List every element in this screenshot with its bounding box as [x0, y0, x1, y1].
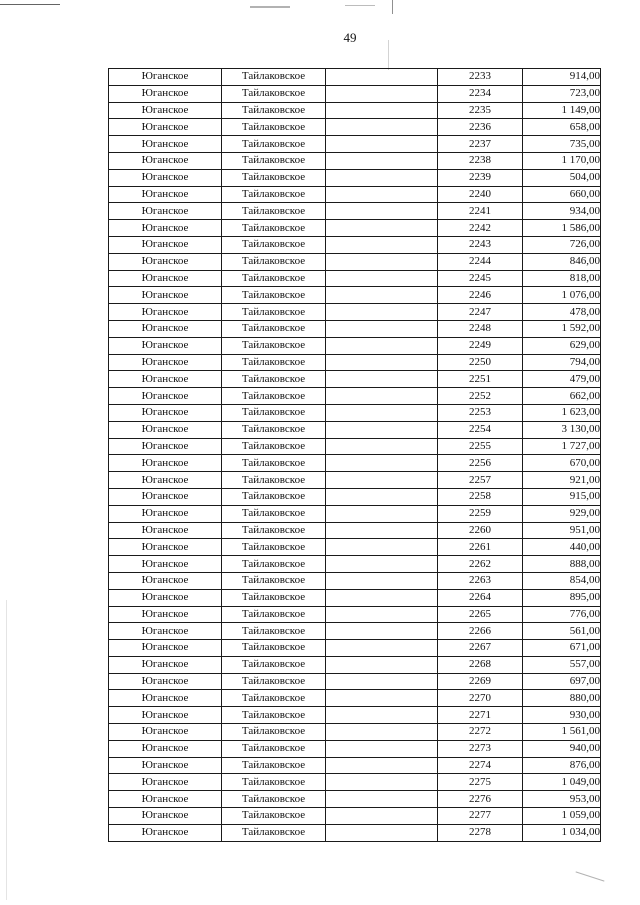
district-cell: Юганское — [109, 623, 222, 640]
table-row — [109, 724, 601, 741]
settlement-cell: Тайлаковское — [222, 707, 326, 724]
settlement-cell: Тайлаковское — [222, 169, 326, 186]
scan-artifact — [6, 600, 7, 900]
district-cell: Юганское — [109, 556, 222, 573]
number-cell: 2278 — [438, 824, 523, 841]
number-cell: 2275 — [438, 774, 523, 791]
number-cell: 2263 — [438, 572, 523, 589]
note-cell — [326, 791, 438, 808]
district-cell: Юганское — [109, 572, 222, 589]
table-body — [109, 69, 601, 842]
number-cell: 2249 — [438, 337, 523, 354]
table-row — [109, 640, 601, 657]
number-cell: 2236 — [438, 119, 523, 136]
table-row — [109, 707, 601, 724]
table-row — [109, 119, 601, 136]
amount-cell: 1 727,00 — [523, 438, 601, 455]
table-row — [109, 740, 601, 757]
table-row — [109, 69, 601, 86]
settlement-cell: Тайлаковское — [222, 539, 326, 556]
settlement-cell: Тайлаковское — [222, 287, 326, 304]
note-cell — [326, 623, 438, 640]
table-row — [109, 421, 601, 438]
number-cell: 2237 — [438, 136, 523, 153]
settlement-cell: Тайлаковское — [222, 824, 326, 841]
note-cell — [326, 203, 438, 220]
number-cell: 2264 — [438, 589, 523, 606]
table-row — [109, 556, 601, 573]
number-cell: 2238 — [438, 152, 523, 169]
settlement-cell: Тайлаковское — [222, 656, 326, 673]
amount-cell: 1 149,00 — [523, 102, 601, 119]
number-cell: 2243 — [438, 236, 523, 253]
settlement-cell: Тайлаковское — [222, 421, 326, 438]
table-row — [109, 337, 601, 354]
table-row — [109, 203, 601, 220]
district-cell: Юганское — [109, 656, 222, 673]
settlement-cell: Тайлаковское — [222, 808, 326, 825]
district-cell: Юганское — [109, 304, 222, 321]
number-cell: 2265 — [438, 606, 523, 623]
amount-cell: 921,00 — [523, 472, 601, 489]
district-cell: Юганское — [109, 320, 222, 337]
table-row — [109, 287, 601, 304]
table-row — [109, 757, 601, 774]
amount-cell: 846,00 — [523, 253, 601, 270]
settlement-cell: Тайлаковское — [222, 337, 326, 354]
number-cell: 2277 — [438, 808, 523, 825]
district-cell: Юганское — [109, 690, 222, 707]
amount-cell: 929,00 — [523, 505, 601, 522]
number-cell: 2233 — [438, 69, 523, 86]
number-cell: 2255 — [438, 438, 523, 455]
number-cell: 2258 — [438, 488, 523, 505]
note-cell — [326, 488, 438, 505]
district-cell: Юганское — [109, 505, 222, 522]
table-row — [109, 505, 601, 522]
settlement-cell: Тайлаковское — [222, 556, 326, 573]
number-cell: 2240 — [438, 186, 523, 203]
district-cell: Юганское — [109, 270, 222, 287]
settlement-cell: Тайлаковское — [222, 774, 326, 791]
settlement-cell: Тайлаковское — [222, 136, 326, 153]
note-cell — [326, 186, 438, 203]
note-cell — [326, 136, 438, 153]
table-row — [109, 472, 601, 489]
note-cell — [326, 102, 438, 119]
amount-cell: 953,00 — [523, 791, 601, 808]
district-cell: Юганское — [109, 589, 222, 606]
amount-cell: 660,00 — [523, 186, 601, 203]
table-row — [109, 354, 601, 371]
table-row — [109, 656, 601, 673]
table-row — [109, 791, 601, 808]
amount-cell: 658,00 — [523, 119, 601, 136]
note-cell — [326, 673, 438, 690]
amount-cell: 930,00 — [523, 707, 601, 724]
note-cell — [326, 354, 438, 371]
table-row — [109, 824, 601, 841]
district-cell: Юганское — [109, 119, 222, 136]
district-cell: Юганское — [109, 102, 222, 119]
district-cell: Юганское — [109, 472, 222, 489]
amount-cell: 1 586,00 — [523, 220, 601, 237]
note-cell — [326, 119, 438, 136]
district-cell: Юганское — [109, 488, 222, 505]
number-cell: 2276 — [438, 791, 523, 808]
table-row — [109, 808, 601, 825]
settlement-cell: Тайлаковское — [222, 740, 326, 757]
amount-cell: 794,00 — [523, 354, 601, 371]
note-cell — [326, 388, 438, 405]
district-cell: Юганское — [109, 404, 222, 421]
district-cell: Юганское — [109, 757, 222, 774]
note-cell — [326, 455, 438, 472]
number-cell: 2262 — [438, 556, 523, 573]
amount-cell: 880,00 — [523, 690, 601, 707]
amount-cell: 1 592,00 — [523, 320, 601, 337]
table-row — [109, 673, 601, 690]
district-cell: Юганское — [109, 85, 222, 102]
note-cell — [326, 589, 438, 606]
settlement-cell: Тайлаковское — [222, 455, 326, 472]
amount-cell: 914,00 — [523, 69, 601, 86]
settlement-cell: Тайлаковское — [222, 85, 326, 102]
settlement-cell: Тайлаковское — [222, 673, 326, 690]
table-row — [109, 404, 601, 421]
settlement-cell: Тайлаковское — [222, 152, 326, 169]
table-row — [109, 220, 601, 237]
note-cell — [326, 539, 438, 556]
note-cell — [326, 169, 438, 186]
number-cell: 2274 — [438, 757, 523, 774]
settlement-cell: Тайлаковское — [222, 320, 326, 337]
number-cell: 2257 — [438, 472, 523, 489]
settlement-cell: Тайлаковское — [222, 354, 326, 371]
number-cell: 2242 — [438, 220, 523, 237]
settlement-cell: Тайлаковское — [222, 505, 326, 522]
amount-cell: 561,00 — [523, 623, 601, 640]
number-cell: 2241 — [438, 203, 523, 220]
amount-cell: 915,00 — [523, 488, 601, 505]
settlement-cell: Тайлаковское — [222, 623, 326, 640]
note-cell — [326, 740, 438, 757]
amount-cell: 951,00 — [523, 522, 601, 539]
amount-cell: 735,00 — [523, 136, 601, 153]
number-cell: 2269 — [438, 673, 523, 690]
district-cell: Юганское — [109, 186, 222, 203]
amount-cell: 671,00 — [523, 640, 601, 657]
note-cell — [326, 757, 438, 774]
settlement-cell: Тайлаковское — [222, 606, 326, 623]
number-cell: 2270 — [438, 690, 523, 707]
note-cell — [326, 236, 438, 253]
amount-cell: 1 561,00 — [523, 724, 601, 741]
scan-artifact — [0, 4, 60, 5]
table-row — [109, 320, 601, 337]
district-cell: Юганское — [109, 287, 222, 304]
note-cell — [326, 220, 438, 237]
note-cell — [326, 808, 438, 825]
settlement-cell: Тайлаковское — [222, 572, 326, 589]
note-cell — [326, 421, 438, 438]
district-cell: Юганское — [109, 136, 222, 153]
district-cell: Юганское — [109, 640, 222, 657]
amount-cell: 479,00 — [523, 371, 601, 388]
number-cell: 2267 — [438, 640, 523, 657]
note-cell — [326, 824, 438, 841]
district-cell: Юганское — [109, 522, 222, 539]
number-cell: 2253 — [438, 404, 523, 421]
table-row — [109, 623, 601, 640]
settlement-cell: Тайлаковское — [222, 690, 326, 707]
district-cell: Юганское — [109, 203, 222, 220]
number-cell: 2271 — [438, 707, 523, 724]
note-cell — [326, 69, 438, 86]
scan-artifact — [250, 6, 290, 8]
district-cell: Юганское — [109, 337, 222, 354]
table-row — [109, 438, 601, 455]
amount-cell: 662,00 — [523, 388, 601, 405]
note-cell — [326, 337, 438, 354]
amount-cell: 440,00 — [523, 539, 601, 556]
table-row — [109, 236, 601, 253]
number-cell: 2251 — [438, 371, 523, 388]
note-cell — [326, 371, 438, 388]
settlement-cell: Тайлаковское — [222, 522, 326, 539]
district-cell: Юганское — [109, 169, 222, 186]
district-cell: Юганское — [109, 438, 222, 455]
note-cell — [326, 690, 438, 707]
number-cell: 2260 — [438, 522, 523, 539]
district-cell: Юганское — [109, 354, 222, 371]
table-row — [109, 371, 601, 388]
district-cell: Юганское — [109, 388, 222, 405]
district-cell: Юганское — [109, 707, 222, 724]
table-row — [109, 539, 601, 556]
table-row — [109, 186, 601, 203]
settlement-cell: Тайлаковское — [222, 186, 326, 203]
amount-cell: 3 130,00 — [523, 421, 601, 438]
amount-cell: 1 049,00 — [523, 774, 601, 791]
amount-cell: 934,00 — [523, 203, 601, 220]
note-cell — [326, 152, 438, 169]
settlement-cell: Тайлаковское — [222, 404, 326, 421]
district-cell: Юганское — [109, 740, 222, 757]
number-cell: 2234 — [438, 85, 523, 102]
number-cell: 2252 — [438, 388, 523, 405]
amount-cell: 776,00 — [523, 606, 601, 623]
amount-cell: 895,00 — [523, 589, 601, 606]
note-cell — [326, 438, 438, 455]
district-cell: Юганское — [109, 724, 222, 741]
table-row — [109, 522, 601, 539]
amount-cell: 697,00 — [523, 673, 601, 690]
number-cell: 2272 — [438, 724, 523, 741]
number-cell: 2247 — [438, 304, 523, 321]
amount-cell: 557,00 — [523, 656, 601, 673]
table-row — [109, 85, 601, 102]
table-row — [109, 606, 601, 623]
table-row — [109, 488, 601, 505]
note-cell — [326, 572, 438, 589]
district-cell: Юганское — [109, 808, 222, 825]
note-cell — [326, 85, 438, 102]
settlement-cell: Тайлаковское — [222, 270, 326, 287]
note-cell — [326, 404, 438, 421]
note-cell — [326, 640, 438, 657]
number-cell: 2244 — [438, 253, 523, 270]
note-cell — [326, 287, 438, 304]
settlement-cell: Тайлаковское — [222, 371, 326, 388]
table-row — [109, 253, 601, 270]
district-cell: Юганское — [109, 69, 222, 86]
amount-cell: 629,00 — [523, 337, 601, 354]
settlement-cell: Тайлаковское — [222, 102, 326, 119]
note-cell — [326, 253, 438, 270]
scan-artifact — [576, 871, 605, 881]
note-cell — [326, 304, 438, 321]
number-cell: 2248 — [438, 320, 523, 337]
settlement-cell: Тайлаковское — [222, 757, 326, 774]
amount-cell: 1 623,00 — [523, 404, 601, 421]
settlement-cell: Тайлаковское — [222, 236, 326, 253]
district-cell: Юганское — [109, 371, 222, 388]
note-cell — [326, 472, 438, 489]
settlement-cell: Тайлаковское — [222, 203, 326, 220]
district-cell: Юганское — [109, 220, 222, 237]
district-cell: Юганское — [109, 152, 222, 169]
note-cell — [326, 522, 438, 539]
district-cell: Юганское — [109, 791, 222, 808]
note-cell — [326, 656, 438, 673]
page-number: 49 — [343, 30, 357, 45]
table-row — [109, 455, 601, 472]
scan-artifact — [345, 5, 375, 6]
table-row — [109, 152, 601, 169]
note-cell — [326, 505, 438, 522]
amount-cell: 876,00 — [523, 757, 601, 774]
number-cell: 2273 — [438, 740, 523, 757]
district-cell: Юганское — [109, 236, 222, 253]
number-cell: 2256 — [438, 455, 523, 472]
note-cell — [326, 707, 438, 724]
settlement-cell: Тайлаковское — [222, 69, 326, 86]
settlement-cell: Тайлаковское — [222, 119, 326, 136]
number-cell: 2239 — [438, 169, 523, 186]
note-cell — [326, 556, 438, 573]
table-row — [109, 388, 601, 405]
number-cell: 2259 — [438, 505, 523, 522]
note-cell — [326, 606, 438, 623]
settlement-cell: Тайлаковское — [222, 791, 326, 808]
scan-artifact — [392, 0, 393, 14]
settlement-cell: Тайлаковское — [222, 488, 326, 505]
amount-cell: 670,00 — [523, 455, 601, 472]
amount-cell: 478,00 — [523, 304, 601, 321]
district-cell: Юганское — [109, 421, 222, 438]
amount-cell: 726,00 — [523, 236, 601, 253]
amount-cell: 1 034,00 — [523, 824, 601, 841]
note-cell — [326, 774, 438, 791]
settlement-cell: Тайлаковское — [222, 640, 326, 657]
amount-cell: 854,00 — [523, 572, 601, 589]
number-cell: 2261 — [438, 539, 523, 556]
table-row — [109, 169, 601, 186]
settlement-cell: Тайлаковское — [222, 253, 326, 270]
table-row — [109, 102, 601, 119]
amount-cell: 940,00 — [523, 740, 601, 757]
amount-cell: 888,00 — [523, 556, 601, 573]
amount-cell: 1 076,00 — [523, 287, 601, 304]
district-cell: Юганское — [109, 455, 222, 472]
number-cell: 2250 — [438, 354, 523, 371]
settlement-cell: Тайлаковское — [222, 388, 326, 405]
note-cell — [326, 320, 438, 337]
table-row — [109, 572, 601, 589]
amount-cell: 723,00 — [523, 85, 601, 102]
amount-cell: 818,00 — [523, 270, 601, 287]
district-cell: Юганское — [109, 824, 222, 841]
table-row — [109, 136, 601, 153]
district-cell: Юганское — [109, 253, 222, 270]
table-row — [109, 774, 601, 791]
amount-cell: 504,00 — [523, 169, 601, 186]
number-cell: 2246 — [438, 287, 523, 304]
number-cell: 2245 — [438, 270, 523, 287]
number-cell: 2235 — [438, 102, 523, 119]
amount-cell: 1 170,00 — [523, 152, 601, 169]
note-cell — [326, 724, 438, 741]
note-cell — [326, 270, 438, 287]
number-cell: 2268 — [438, 656, 523, 673]
district-cell: Юганское — [109, 539, 222, 556]
table-row — [109, 589, 601, 606]
number-cell: 2254 — [438, 421, 523, 438]
number-cell: 2266 — [438, 623, 523, 640]
district-cell: Юганское — [109, 673, 222, 690]
settlement-cell: Тайлаковское — [222, 220, 326, 237]
table-row — [109, 304, 601, 321]
table-row — [109, 690, 601, 707]
settlement-cell: Тайлаковское — [222, 472, 326, 489]
district-cell: Юганское — [109, 774, 222, 791]
settlement-cell: Тайлаковское — [222, 724, 326, 741]
table-row — [109, 270, 601, 287]
settlement-cell: Тайлаковское — [222, 589, 326, 606]
amount-cell: 1 059,00 — [523, 808, 601, 825]
settlement-cell: Тайлаковское — [222, 304, 326, 321]
settlement-cell: Тайлаковское — [222, 438, 326, 455]
data-table — [108, 68, 601, 842]
district-cell: Юганское — [109, 606, 222, 623]
